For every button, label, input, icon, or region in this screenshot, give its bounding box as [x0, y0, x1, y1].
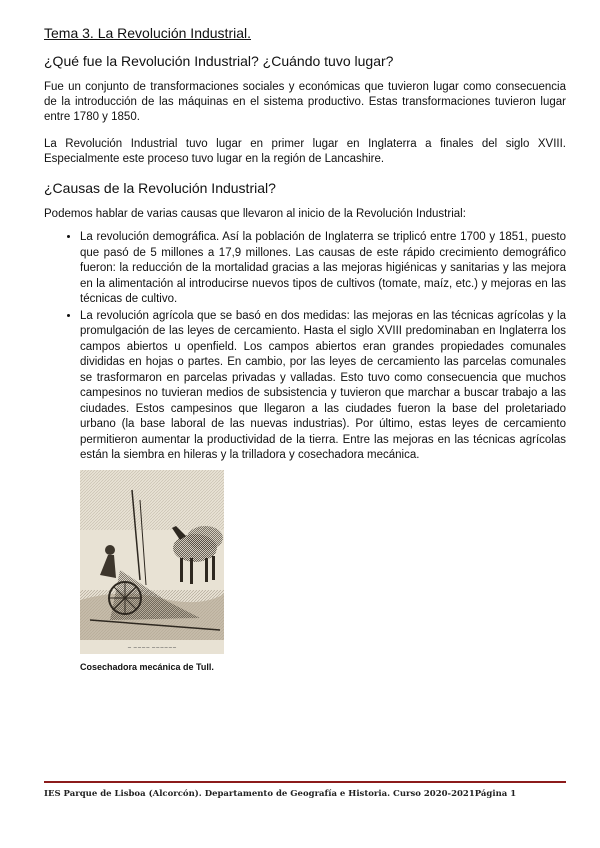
page-footer: IES Parque de Lisboa (Alcorcón). Departamento de Geografía e Historia. Curso 2020-2021Página 1	[44, 789, 517, 799]
paragraph-location: La Revolución Industrial tuvo lugar en primer lugar en Inglaterra a finales del siglo XVIII. Especialmente este proceso tuvo lugar en la región de Lancashire.	[44, 138, 566, 165]
figure-caption: Cosechadora mecánica de Tull.	[80, 661, 214, 672]
paragraph-causes-intro: Podemos hablar de varias causas que llevaron al inicio de la Revolución Industrial:	[44, 208, 466, 220]
svg-text:~ ~~~~ ~~~~~~: ~ ~~~~ ~~~~~~	[127, 644, 177, 651]
list-item: • La revolución agrícola que se basó en dos medidas: las mejoras en las técnicas agrícolas y la promulgación de las leyes de cercamiento. Hasta el siglo XVIII predominaban en Inglaterra los campos abiertos u openfield. Los campos abiertos eran grandes propiedades comunales divididas en hojas o partes. En cambio, por las leyes de cercamiento las parcelas comunales se trasformaron en parcelas privadas y valladas. Esto tuvo como consecuencia que muchos campesinos no tuvieran medios de subsistencia y tuvieron que marchar a buscar trabajo a las ciudades. Estos campesinos que llegaron a las ciudades fueron la base del proletariado urbano (la base laboral de las nuevas industrias). Por último, estas leyes de cercamiento permitieron aumentar la productividad de la tierra. Entre las mejoras en las técnicas agrícolas están la siembra en hileras y la trilladora y cosechadora mecánica.	[80, 309, 566, 464]
figure-container	[44, 470, 566, 670]
footer-divider	[44, 781, 566, 783]
document-page	[44, 24, 566, 670]
harvester-illustration	[80, 470, 224, 654]
harvester-engraving	[80, 470, 224, 654]
page-title: Tema 3. La Revolución Industrial.	[44, 25, 251, 41]
list-item: • La revolución demográfica. Así la población de Inglaterra se triplicó entre 1700 y 1851, puesto que pasó de 5 millones a 17,9 millones. Las causas de este rápido crecimiento demográfico fueron: la reducción de la mortalidad gracias a las mejoras higiénicas y sanitarias y las mejora en la alimentación al introducirse nuevos tipos de cultivos (tomate, maíz, etc.) y mejoras en las técnicas de cultivo.	[80, 230, 566, 308]
question-heading-1: ¿Qué fue la Revolución Industrial? ¿Cuándo tuvo lugar?	[44, 53, 394, 69]
paragraph-definition: Fue un conjunto de transformaciones sociales y económicas que tuvieron lugar como consecuencia de la introducción de las máquinas en el sistema productivo. Estas transformaciones tuvieron lugar entre 1780 y 1850.	[44, 81, 566, 123]
causes-list	[44, 230, 566, 464]
question-heading-2: ¿Causas de la Revolución Industrial?	[44, 180, 276, 196]
